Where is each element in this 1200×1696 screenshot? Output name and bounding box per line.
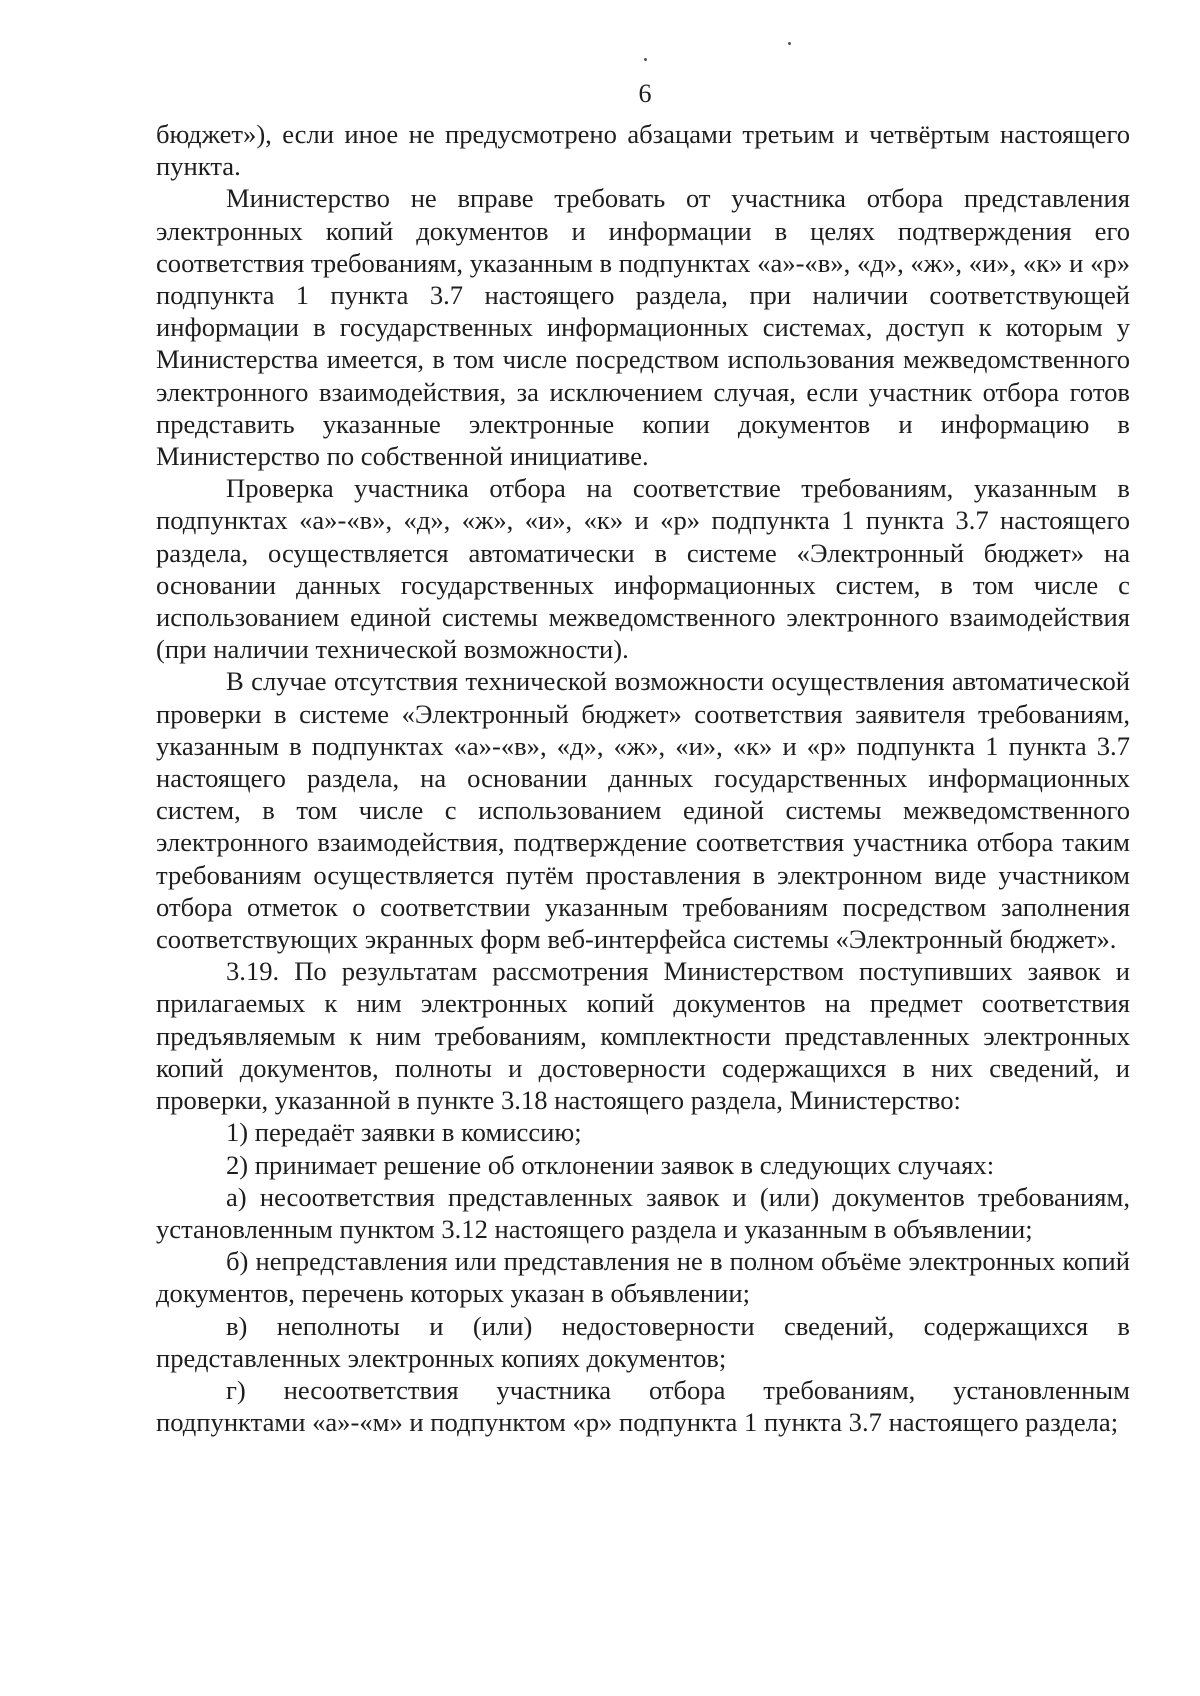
scan-artifact-dot [788, 42, 791, 45]
page-number: 6 [638, 79, 652, 108]
scan-artifact-dot [644, 58, 647, 61]
list-subitem-a: а) несоответствия представленных заявок и (или) документов требованиям, установленным пунктом 3.12 настоящего раздела и указанным в объявлении; [156, 1181, 1130, 1244]
paragraph-ministry-restriction: Министерство не вправе требовать от участника отбора представления электронных копий документов и информации в целях подтверждения его соответствия требованиям, указанным в подпунктах «а»-«в», «д», «ж», «и», «к» и «р» подпункта 1 пункта 3.7 настоящего раздела, при наличии соответствующей информации в государственных информационных системах, доступ к которым у Министерства имеется, в том числе посредством использования межведомственного электронного взаимодействия, за исключением случая, если участник отбора готов представить указанные электронные копии документов и информацию в Министерство по собственной инициативе. [156, 183, 1130, 472]
paragraph-continuation: бюджет»), если иное не предусмотрено абзацами третьим и четвёртым настоящего пункта. [156, 119, 1130, 182]
paragraph-automatic-check: Проверка участника отбора на соответствие требованиям, указанным в подпунктах «а»-«в», «д», «ж», «и», «к» и «р» подпункта 1 пункта 3.7 настоящего раздела, осуществляется автоматически в системе «Электронный бюджет» на основании данных государственных информационных систем, в том числе с использованием единой системы межведомственного электронного взаимодействия (при наличии технической возможности). [156, 473, 1130, 665]
paragraph-clause-3-19: 3.19. По результатам рассмотрения Министерством поступивших заявок и прилагаемых к ним электронных копий документов на предмет соответствия предъявляемым к ним требованиям, комплектности представленных электронных копий документов, полноты и достоверности содержащихся в них сведений, и проверки, указанной в пункте 3.18 настоящего раздела, Министерство: [156, 956, 1130, 1116]
list-item-2: 2) принимает решение об отклонении заявок в следующих случаях: [226, 1149, 995, 1180]
document-body [156, 118, 1130, 1438]
list-subitem-v: в) неполноты и (или) недостоверности сведений, содержащихся в представленных электронных копиях документов; [156, 1310, 1130, 1373]
paragraph-manual-confirmation: В случае отсутствия технической возможности осуществления автоматической проверки в системе «Электронный бюджет» соответствия заявителя требованиям, указанным в подпунктах «а»-«в», «д», «ж», «и», «к» и «р» подпункта 1 пункта 3.7 настоящего раздела, на основании данных государственных информационных систем, в том числе с использованием единой системы межведомственного электронного взаимодействия, подтверждение соответствия участника отбора таким требованиям осуществляется путём проставления в электронном виде участником отбора отметок о соответствии указанным требованиям посредством заполнения соответствующих экранных форм веб-интерфейса системы «Электронный бюджет». [156, 666, 1130, 955]
list-subitem-g: г) несоответствия участника отбора требованиям, установленным подпунктами «а»-«м» и подпунктом «р» подпункта 1 пункта 3.7 настоящего раздела; [156, 1374, 1130, 1438]
list-item-1: 1) передаёт заявки в комиссию; [226, 1117, 582, 1148]
list-subitem-b: б) непредставления или представления не в полном объёме электронных копий документов, перечень которых указан в объявлении; [156, 1246, 1130, 1309]
